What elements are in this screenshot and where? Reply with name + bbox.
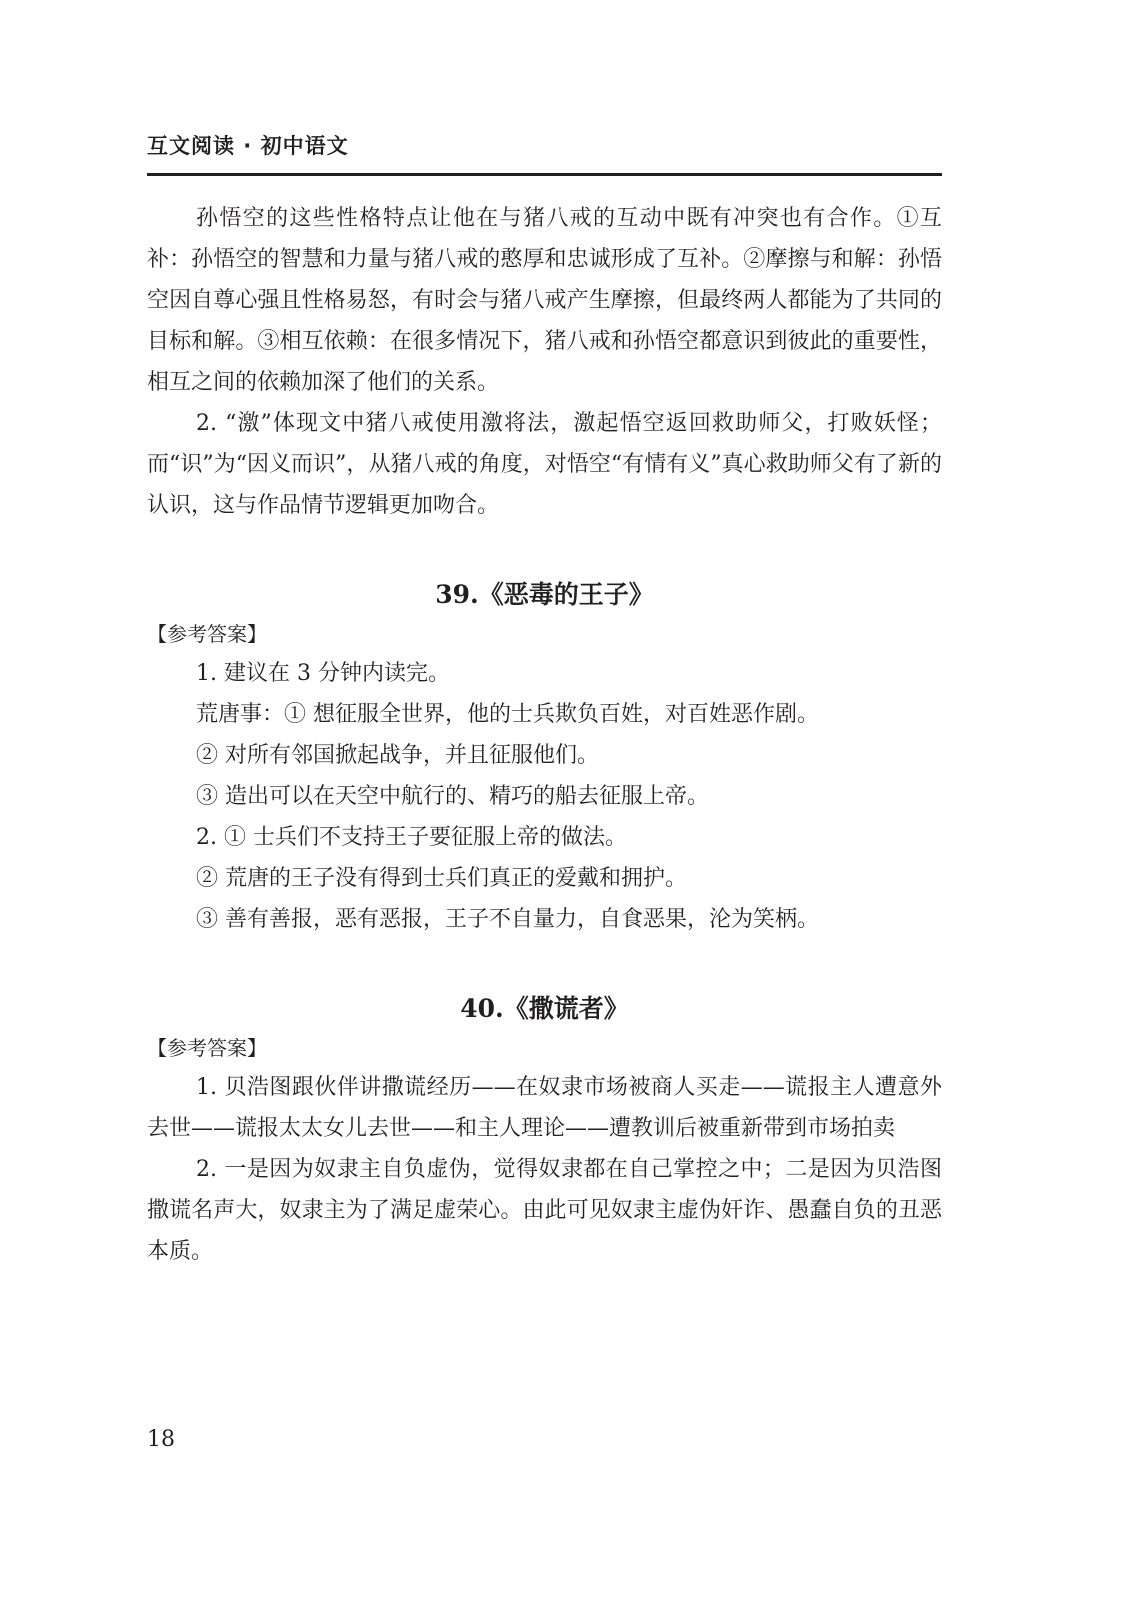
section-40-paragraph-2: 2. 一是因为奴隶主自负虚伪，觉得奴隶都在自己掌控之中；二是因为贝浩图撒谎名声大，奴隶主为了满足虚荣心。由此可见奴隶主虚伪奸诈、愚蠢自负的丑恶本质。 bbox=[147, 1157, 942, 1264]
section-39-line-2: 荒唐事：① 想征服全世界，他的士兵欺负百姓，对百姓恶作剧。 bbox=[196, 702, 819, 727]
section-39-line-7: ③ 善有善报，恶有恶报，王子不自量力，自食恶果，沦为笑柄。 bbox=[196, 907, 819, 932]
section-40-paragraph-1: 1. 贝浩图跟伙伴讲撒谎经历——在奴隶市场被商人买走——谎报主人遭意外去世——谎报太太女儿去世——和主人理论——遭教训后被重新带到市场拍卖 bbox=[147, 1075, 942, 1141]
section-39-line-4: ③ 造出可以在天空中航行的、精巧的船去征服上帝。 bbox=[196, 784, 709, 809]
header-rule bbox=[147, 173, 942, 176]
page-body bbox=[147, 198, 942, 1272]
running-head: 互文阅读 · 初中语文 bbox=[147, 134, 349, 158]
page-number: 18 bbox=[147, 1427, 175, 1452]
section-39-line-3: ② 对所有邻国掀起战争，并且征服他们。 bbox=[196, 743, 599, 768]
section-40-answer-label: 【参考答案】 bbox=[147, 1036, 267, 1060]
section-40-title: 40.《撒谎者》 bbox=[460, 994, 629, 1023]
section-gap bbox=[147, 940, 942, 988]
section-39-line-5: 2. ① 士兵们不支持王子要征服上帝的做法。 bbox=[196, 825, 627, 850]
section-39-title: 39.《恶毒的王子》 bbox=[435, 580, 654, 609]
section-39-line-1: 1. 建议在 3 分钟内读完。 bbox=[196, 661, 450, 686]
section-gap bbox=[147, 526, 942, 574]
section-39-line-6: ② 荒唐的王子没有得到士兵们真正的爱戴和拥护。 bbox=[196, 866, 687, 891]
section-39-answer-label: 【参考答案】 bbox=[147, 622, 267, 646]
intro-paragraph-2: 2. “激”体现文中猪八戒使用激将法，激起悟空返回救助师父，打败妖怪；而“识”为“因义而识”，从猪八戒的角度，对悟空“有情有义”真心救助师父有了新的认识，这与作品情节逻辑更加吻合。 bbox=[147, 411, 942, 518]
intro-paragraph-1: 孙悟空的这些性格特点让他在与猪八戒的互动中既有冲突也有合作。①互补：孙悟空的智慧和力量与猪八戒的憨厚和忠诚形成了互补。②摩擦与和解：孙悟空因自尊心强且性格易怒，有时会与猪八戒产生摩擦，但最终两人都能为了共同的目标和解。③相互依赖：在很多情况下，猪八戒和孙悟空都意识到彼此的重要性，相互之间的依赖加深了他们的关系。 bbox=[147, 206, 942, 395]
